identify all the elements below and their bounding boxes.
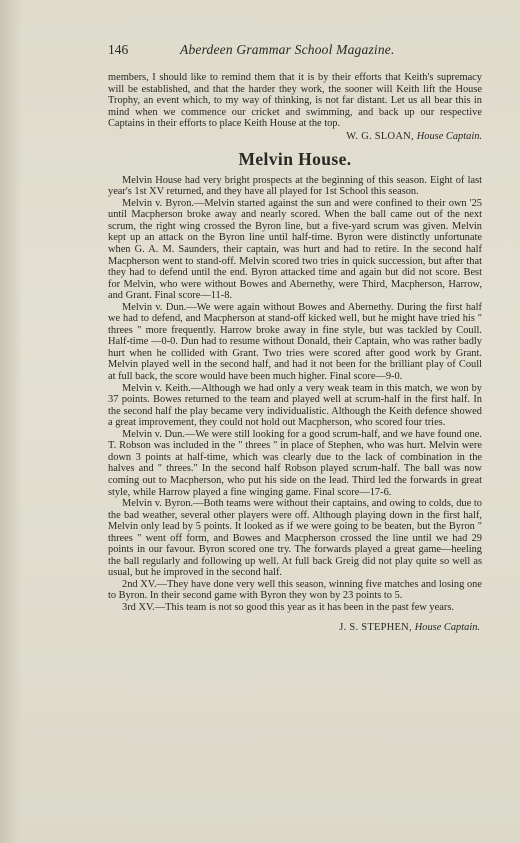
section-paragraph: Melvin v. Keith.—Although we had only a very weak team in this match, we won by 37 points. Bowes returned to the team and played well at scrum-half in the first half. In the second half the play became very individualistic. Although the Keith defence showed a great improvement, they could not hold out Macpherson, who scored four tries.: [108, 382, 482, 429]
intro-signature: [108, 131, 482, 143]
section-signature-name: J. S. STEPHEN,: [339, 621, 412, 633]
section-title: Melvin House.: [238, 148, 352, 169]
page-header: [108, 42, 482, 62]
section-paragraph: 3rd XV.—This team is not so good this year as it has been in the past few years.: [122, 601, 454, 613]
intro-paragraph: members, I should like to remind them that it is by their efforts that Keith's supremacy will be established, and that the harder they work, the sooner will Keith lift the House Trophy, an event which, to my way of thinking, is not far distant. Let us all bear this in mind when we commence our cricket and swimming, and back up our respective Captains in their efforts to place Keith House at the top.: [108, 72, 482, 130]
intro-signature-name: W. G. SLOAN,: [346, 130, 414, 142]
running-title: Aberdeen Grammar School Magazine.: [180, 42, 395, 57]
section-paragraph: Melvin v. Byron.—Both teams were without their captains, and owing to colds, due to the bad weather, several other players were off. Although playing down in the first half, Melvin only lead by 5 points. It looked as if we were going to be beaten, but the Byron " threes " went off form, and Bowes and Macpherson crossed the line until we had 29 points in our favour. Byron scored one try. The forwards played a great game—heeling the ball regularly and following up well. At full back Greig did not play quite so well as usual, but he improved in the second half.: [108, 498, 482, 579]
section-paragraph: Melvin v. Byron.—Melvin started against the sun and were confined to their own '25 until Macpherson broke away and nearly scored. When the ball came out of the next scrum, the right wing crossed the Byron line, but a five-yard scrum was given. Melvin kept up an attack on the Byron line until half-time. Byron were distinctly unfortunate when G. A. M. Saunders, their captain, was hurt and had to retire. In the second half Macpherson went to stand-off. Melvin scored two tries in quick succession, but after that they had to defend until the end. Byron attacked time and again but did not score. Best for Melvin, who were without Bowes and Abernethy, were Third, Macpherson, Harrow, and Grant. Final score—11-8.: [108, 197, 482, 302]
section-paragraph: Melvin House had very bright prospects at the beginning of this season. Eight of last year's 1st XV returned, and they have all played for 1st School this season.: [108, 174, 482, 198]
intro-signature-role: House Captain.: [416, 130, 482, 142]
section-signature: [108, 622, 480, 634]
page-number: 146: [108, 42, 129, 57]
page-binding-shadow: [0, 0, 22, 843]
section-paragraph: 2nd XV.—They have done very well this season, winning five matches and losing one to Byron. In their second game with Byron they won by 23 points to 5.: [108, 578, 482, 602]
section-paragraph: Melvin v. Dun.—We were still looking for a good scrum-half, and we have found one. T. Robson was included in the " threes " in place of Stephen, who was hurt. Melvin were down 3 points at half-time, which was clearly due to the lack of combination in the halves and " threes." In the second half Robson played scrum-half. The ball was now coming out to Macpherson, who put his side on the lead. Third led the forwards in great style, while Harrow played a fine winging game. Final score—17-6.: [108, 428, 482, 498]
section-paragraph: Melvin v. Dun.—We were again without Bowes and Abernethy. During the first half we had to defend, and Macpherson at stand-off kicked well, but he might have tried his " threes " more frequently. Harrow broke away in fine style, but was tackled by Coull. Half-time —0-0. Dun had to resume without Donald, their Captain, who was rather badly hurt when he collided with Grant. Two tries were scored after good work by Grant. Melvin played well in the second half, and had it not been for the brilliant play of Coull at full back, the score would have been much higher. Final score—9-0.: [108, 301, 482, 383]
page-content: [108, 42, 482, 634]
section-signature-role: House Captain.: [414, 621, 480, 633]
